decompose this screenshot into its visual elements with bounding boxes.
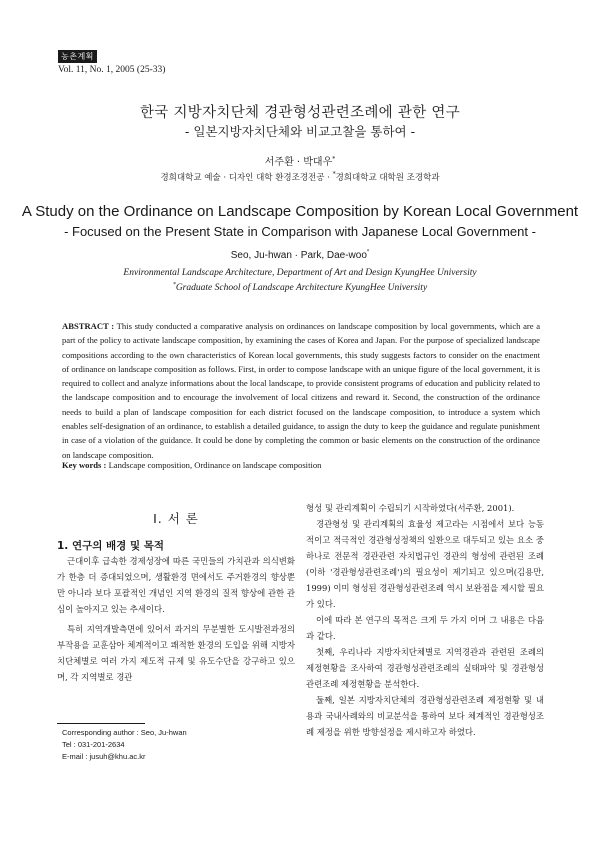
english-affiliation-2-mark: * (172, 281, 176, 288)
body-paragraph: 이에 따라 본 연구의 목적은 크게 두 가지 이며 그 내용은 다음과 같다. (306, 615, 544, 641)
english-affiliation-2-text: Graduate School of Landscape Architecture KyungHee University (175, 283, 428, 293)
left-column-body (57, 553, 295, 685)
footnote (62, 727, 187, 763)
korean-subtitle: - 일본지방자치단체와 비교고찰을 통하여 - (184, 124, 416, 139)
korean-authors (0, 153, 600, 168)
korean-affiliation (0, 171, 600, 183)
body-paragraph: 경관형성 및 관리계획의 효율성 제고라는 시점에서 보다 능동적이고 적극적인 경관형성정책의 일환으로 대두되고 있는 요소 중 하나로 전문적 경관관련 자치법규인 경관의 형성에 관련된 조례(이하 '경관형성관련조례')의 필요성이 제기되고 있으며(김용만, 1999) 이미 형성된 경관형성관련조례 역시 보완점을 제시할 필요가 있다. (306, 519, 544, 609)
abstract-text: This study conducted a comparative analysis on ordinances on landscape composition by local governments, which are a part of the policy to activate landscape composition, by examining the cases of Korea and Japan. For the purpose of specialized landscape compositions according to the own characteristics of Korean local governments, this study suggests factors to consider on the enactment of ordinance on landscape composition as follows. First, in order to compose landscape with an unique figure of the local government, it is required to collect and analyze informations about the local landscape, to provide consistent programs of education and publicity related to the landscape composition and to encourage the involvement of local citizens and reward it. Second, the construction of the ordinance needs to build a plan of landscape composition for each district focused on the landscape composition, to introduce a system which enables self-designation of an ordinance, to establish a detailed guidance, to assign the duty to keep the guidance and regulate punishment in case of a violation of the guidance. It could be done by completing the common or basic elements on the construction of the ordinance on landscape composition. (62, 321, 541, 460)
korean-affiliation-mark: * (332, 171, 336, 179)
english-authors (0, 250, 600, 261)
korean-author-names: 서주환 · 박대우 (264, 157, 333, 168)
footnote-email: E-mail : jusuh@khu.ac.kr (62, 752, 146, 761)
korean-author-mark: * (332, 155, 336, 163)
footnote-tel: Tel : 031-201-2634 (62, 740, 125, 749)
keywords-text: Landscape composition, Ordinance on landscape composition (108, 460, 322, 470)
korean-title: 한국 지방자치단체 경관형성관련조례에 관한 연구 (139, 105, 461, 121)
journal-badge: 농촌계획 (58, 50, 97, 63)
footnote-corresponding-author: Corresponding author : Seo, Ju-hwan (62, 728, 187, 737)
journal-volume-info: Vol. 11, No. 1, 2005 (25-33) (58, 65, 166, 75)
english-title: A Study on the Ordinance on Landscape Composition by Korean Local Government (21, 203, 579, 220)
english-author-mark: * (366, 249, 370, 256)
keywords-label: Key words : (62, 460, 107, 470)
section-heading-introduction: Ⅰ. 서 론 (153, 511, 199, 526)
subsection-heading-background: 1. 연구의 배경 및 목적 (57, 540, 165, 552)
right-column-body (306, 500, 544, 740)
korean-affiliation-b: 경희대학교 대학원 조경학과 (335, 173, 440, 183)
keywords (62, 460, 540, 470)
body-paragraph: 근대이후 급속한 경제성장에 따른 국민들의 가치관과 의식변화가 한층 더 증대되었으며, 생활환경 면에서도 주거환경의 향상뿐만 아니라 보다 포괄적인 개념인 지역 환경의 질적 향상에 관한 관심이 높아지고 있는 추세이다. (57, 556, 295, 614)
korean-affiliation-a: 경희대학교 예술 · 디자인 대학 환경조경전공 · (160, 173, 333, 183)
body-paragraph: 특히 지역개발측면에 있어서 과거의 무분별한 도시발전과정의 부작용을 교훈삼아 체계적이고 쾌적한 환경의 도입을 위해 지방자치단체별로 여러 가지 제도적 규제 및 유도수단을 강구하고 있으며, 각 지역별로 경관 (57, 624, 295, 682)
english-affiliation-1: Environmental Landscape Architecture, Department of Art and Design KyungHee University (123, 268, 477, 278)
english-author-names: Seo, Ju-hwan · Park, Dae-woo (230, 250, 367, 261)
english-subtitle: - Focused on the Present State in Comparison with Japanese Local Government - (64, 224, 536, 239)
english-affiliation-2 (0, 283, 600, 293)
body-paragraph: 첫째, 우리나라 지방자치단체별로 지역경관과 관련된 조례의 제정현황을 조사하여 경관형성관련조례의 실태파악 및 경관형성관련조례 제정현황을 분석한다. (306, 647, 544, 689)
body-paragraph-continuation: 형성 및 관리계획이 수립되기 시작하였다(서주환, 2001). (306, 503, 515, 513)
body-paragraph: 둘째, 일본 지방자치단체의 경관형성관련조례 제정현황 및 내용과 국내사례와의 비교분석을 통하여 보다 체계적인 경관형성조례 제정을 위한 방향설정을 제시하고자 하였다. (306, 695, 544, 737)
abstract-label: ABSTRACT : (62, 321, 115, 331)
footnote-divider (57, 723, 145, 724)
abstract (62, 319, 540, 462)
